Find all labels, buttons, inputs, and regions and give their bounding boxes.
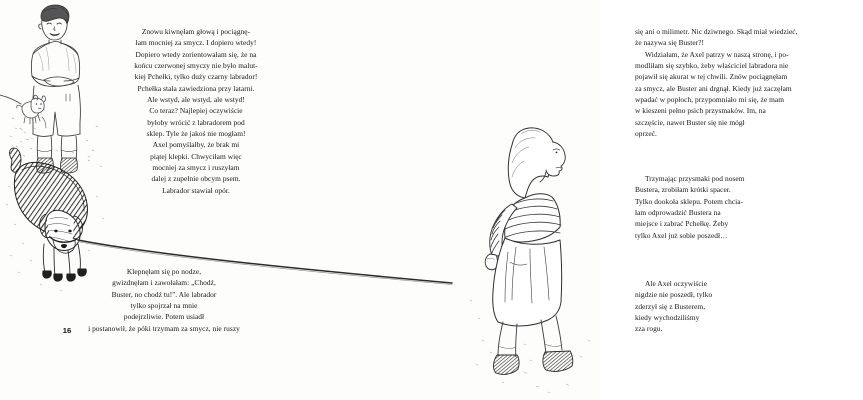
text-line: kiedy wychodziliśmy: [635, 313, 700, 323]
text-line: Klepnęłam się po nodze,: [126, 267, 202, 276]
text-line: w kieszeni pełno psich przysmaków. Im, na: [635, 106, 766, 116]
text-line: pojawił się akurat w tej chwili. Znów pociągnęłam: [635, 72, 788, 82]
text-line: Labrador stawiał opór.: [162, 185, 230, 195]
text-line: nigdzie nie poszedł, tylko: [635, 290, 713, 300]
text-line: zza rogu.: [635, 324, 663, 334]
text-line: sklep. Tyle że jakoś nie mogłam!: [146, 129, 246, 139]
text-line: wpadać w popłoch, przypomniało mi się, że mam: [635, 95, 784, 105]
text-line: szczęście, nawet Buster się nie mógł: [635, 117, 745, 127]
text-line: Pchełka stała zawiedziona przy latarni.: [137, 83, 255, 93]
text-line: końcu czerwonej smyczy nie było malut-: [134, 61, 258, 71]
text-line: zderzył się z Busterem,: [635, 301, 706, 311]
text-line: tylko spojrzał na mnie: [130, 301, 198, 311]
text-line: Trzymając przysmaki pod nosem: [645, 174, 745, 183]
right-page-paragraph-top: [635, 26, 863, 139]
text-line: Znowu kiwnęłam głową i pociągnę-: [141, 27, 251, 36]
text-line: miejsce i zabrać Pchełkę. Żeby: [635, 219, 729, 229]
text-line: podejrzliwie. Potem usiadł: [123, 312, 205, 322]
text-line: oprzeć.: [635, 129, 657, 139]
text-line: Bustera, zrobiłam krótki spacer.: [635, 185, 731, 195]
text-line: łam odprowadzić Bustera na: [635, 208, 721, 218]
text-line: Ale Axel oczywiście: [645, 279, 708, 288]
right-page: [300, 0, 798, 400]
right-page-paragraph-fourth: [635, 278, 740, 335]
text-line: piątej klepki. Chwyciłam więc: [150, 151, 242, 161]
text-line: modliłam się szybko, żeby właściciel labradora nie: [635, 61, 789, 71]
text-line: byłoby wrócić z labradorem pod: [147, 117, 245, 127]
page-number: 16: [62, 326, 72, 335]
text-line: Dopiero wtedy zorientowałam się, że na: [135, 49, 257, 59]
text-line: że nazywa się Buster?!: [635, 38, 705, 48]
text-line: łam mocniej za smycz. I dopiero wtedy!: [135, 38, 257, 48]
left-page-paragraph-bottom: [44, 266, 284, 334]
text-line: Co teraz? Najlepiej oczywiście: [149, 106, 243, 116]
left-page: [0, 0, 300, 400]
text-line: dalej z zupełnie obcym psem.: [151, 174, 241, 184]
text-line: tylko Axel już sobie poszedł…: [635, 230, 728, 240]
left-page-paragraph-top: [96, 26, 296, 196]
text-line: Tylko dookoła sklepu. Potem chcia-: [635, 196, 744, 206]
text-line: za smycz, ale Buster ani drgnął. Kiedy już zaczęłam: [635, 83, 792, 93]
text-line: Buster, no chodź tu!". Ale labrador: [111, 289, 217, 299]
right-page-paragraph-third: [635, 173, 798, 241]
text-line: i postanowił, że póki trzymam za smycz, nie ruszy: [88, 323, 240, 333]
text-line: się ani o milimetr. Nic dziwnego. Skąd miał wiedzieć,: [635, 27, 798, 36]
text-line: Ale wstyd, ale wstyd, ale wstyd!: [147, 95, 245, 105]
text-line: mocniej za smycz i ruszyłam: [152, 163, 240, 173]
text-line: Axel pomyślałby, że brak mi: [152, 140, 240, 150]
text-line: gwizdnęłam i zawołałam: „Chodź,: [112, 278, 216, 288]
text-line: Widziałam, że Axel patrzy w naszą stronę, i po-: [645, 49, 789, 59]
text-line: kiej Pchełki, tylko duży czarny labrador!: [134, 72, 258, 82]
